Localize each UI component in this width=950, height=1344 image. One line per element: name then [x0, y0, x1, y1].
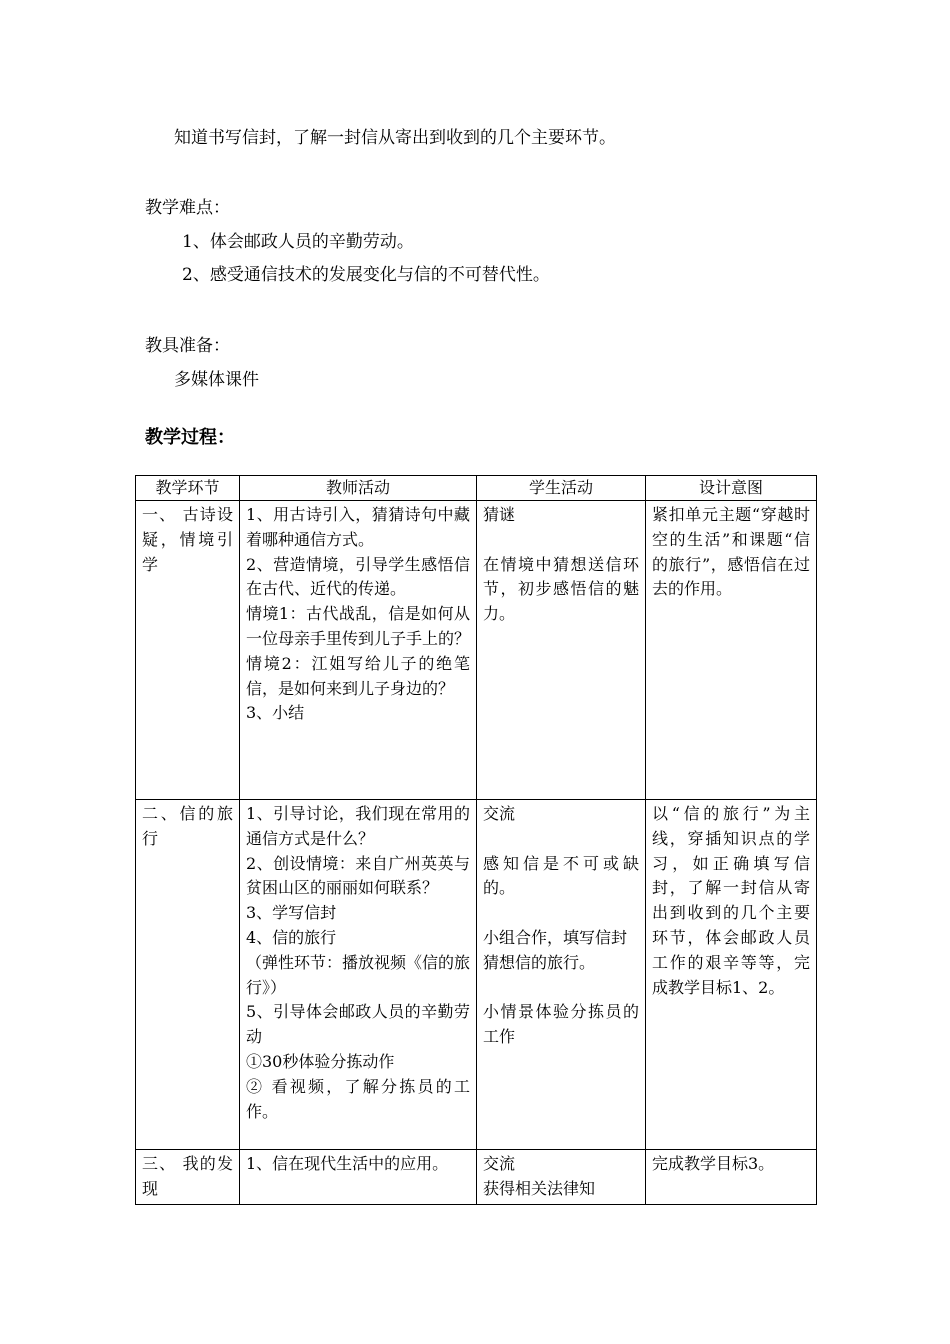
student-step: 猜谜: [483, 505, 516, 524]
spacer: [483, 827, 639, 852]
header-teacher-activity: 教师活动: [240, 476, 477, 501]
spacer: [483, 528, 639, 553]
intro-line: 知道书写信封，了解一封信从寄出到收到的几个主要环节。: [174, 128, 616, 148]
teacher-activity-cell: [240, 800, 477, 1150]
teacher-step: ①30秒体验分拣动作: [246, 1051, 395, 1071]
student-step: 交流: [483, 804, 516, 823]
student-step: 感知信是不可或缺的。: [483, 853, 639, 898]
design-intent-cell: [646, 501, 817, 800]
process-heading: 教学过程：: [145, 427, 235, 448]
header-design-intent: 设计意图: [646, 476, 817, 501]
difficulties-heading: 教学难点：: [145, 198, 230, 218]
lesson-table: [135, 475, 817, 1205]
teacher-step: 3、小结: [246, 703, 305, 723]
student-step: 获得相关法律知: [483, 1178, 596, 1198]
difficulty-item: 1、体会邮政人员的辛勤劳动。: [182, 232, 414, 252]
teacher-step: ② 看视频，了解分拣员的工作。: [246, 1076, 470, 1121]
teacher-activity-cell: [240, 1150, 477, 1205]
teacher-step: 2、创设情境：来自广州英英与贫困山区的丽丽如何联系？: [246, 853, 470, 898]
student-step: 小情景体验分拣员的工作: [483, 1002, 639, 1047]
stage-text: 一、 古诗设疑，情境引学: [142, 505, 233, 574]
student-step: 交流: [483, 1154, 516, 1173]
student-step: 在情境中猜想送信环节，初步感悟信的魅力。: [483, 554, 639, 624]
teacher-step: 5、引导体会邮政人员的辛勤劳动: [246, 1002, 470, 1047]
teacher-step: 情境1：古代战乱，信是如何从一位母亲手里传到儿子手上的？: [246, 604, 471, 648]
stage-text: 二、信的旅行: [142, 804, 233, 848]
teacher-step: 1、用古诗引入，猜猜诗句中藏着哪种通信方式。: [246, 505, 470, 549]
spacer: [483, 976, 639, 1001]
student-activity-cell: [477, 1150, 646, 1205]
teacher-step: （弹性环节：播放视频《信的旅行》）: [246, 952, 471, 997]
stage-text: 三、 我的发现: [142, 1154, 233, 1198]
teacher-step: 3、学写信封: [246, 903, 337, 923]
intent-text: 以“信的旅行”为主线，穿插知识点的学习，如正确填写信封，了解一封信从寄出到收到的几个主要环节，体会邮政人员工作的艰辛等等，完成教学目标1、2。: [652, 804, 810, 997]
difficulty-item: 2、感受通信技术的发展变化与信的不可替代性。: [182, 265, 550, 285]
stage-cell: [136, 501, 240, 800]
table-header-row: [136, 476, 817, 501]
teacher-step: 4、信的旅行: [246, 927, 337, 947]
teacher-step: 1、引导讨论，我们现在常用的通信方式是什么？: [246, 804, 470, 848]
student-activity-cell: [477, 501, 646, 800]
teacher-step: 情境2：江姐写给儿子的绝笔信，是如何来到儿子身边的？: [246, 653, 470, 698]
teacher-step: 1、信在现代生活中的应用。: [246, 1154, 449, 1173]
header-stage: 教学环节: [136, 476, 240, 501]
materials-heading: 教具准备：: [145, 336, 230, 356]
table-row: [136, 501, 817, 800]
teacher-activity-cell: [240, 501, 477, 800]
design-intent-cell: [646, 1150, 817, 1205]
materials-item: 多媒体课件: [174, 370, 259, 390]
teacher-step: 2、营造情境，引导学生感悟信在古代、近代的传递。: [246, 554, 470, 599]
table-row: [136, 1150, 817, 1205]
stage-cell: [136, 800, 240, 1150]
intent-text: 紧扣单元主题“穿越时空的生活”和课题“信的旅行”，感悟信在过去的作用。: [652, 505, 810, 599]
spacer: [483, 901, 639, 926]
student-activity-cell: [477, 800, 646, 1150]
design-intent-cell: [646, 800, 817, 1150]
header-student-activity: 学生活动: [477, 476, 646, 501]
student-step: 小组合作，填写信封: [483, 927, 628, 947]
intent-text: 完成教学目标3。: [652, 1154, 775, 1173]
stage-cell: [136, 1150, 240, 1205]
table-row: [136, 800, 817, 1150]
student-step: 猜想信的旅行。: [483, 952, 596, 972]
